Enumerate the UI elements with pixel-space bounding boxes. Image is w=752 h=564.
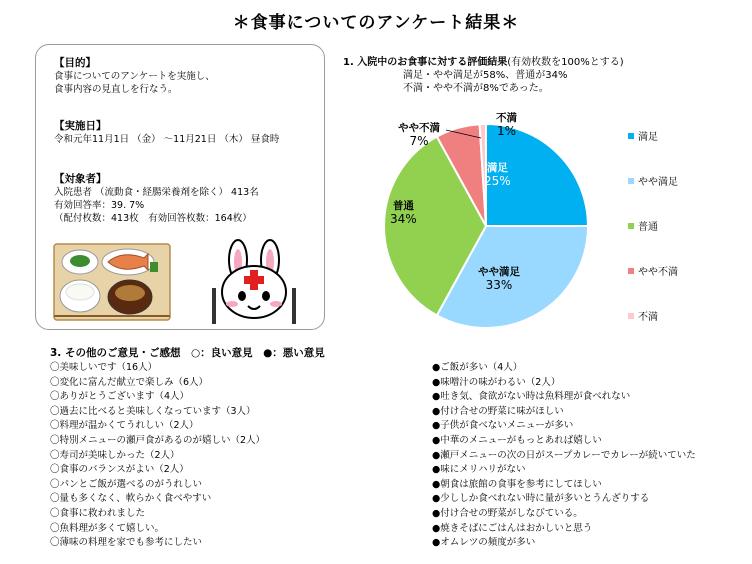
opinion-item: 〇食事のバランスがよい（2人） xyxy=(50,464,189,476)
meal-tray-illustration xyxy=(52,242,172,322)
legend-label: やや満足 xyxy=(638,177,678,188)
opinion-item: ●味噌汁の味がわるい（2人） xyxy=(432,376,561,388)
legend-swatch xyxy=(628,133,634,139)
slice-category: 普通 xyxy=(392,200,414,212)
good-opinions-list xyxy=(50,361,265,551)
legend-item xyxy=(628,308,658,323)
opinion-item: ●瀬戸メニューの次の日がスープカレーでカレーが続いていた xyxy=(432,449,696,461)
opinion-item: ●付け合せの野菜に味がほしい xyxy=(432,405,564,417)
legend-swatch xyxy=(628,178,634,184)
survey-info-box xyxy=(35,44,325,330)
evaluation-pie-chart xyxy=(366,126,606,336)
slice-category: やや不満 xyxy=(398,122,440,134)
opinion-item: 〇魚料理が多くて嬉しい。 xyxy=(50,522,165,534)
opinion-item: 〇美味しいです（16人） xyxy=(50,362,158,373)
nurse-bunny-mascot xyxy=(208,238,300,328)
opinion-item: ●少ししか食べれない時に量が多いとうんざりする xyxy=(432,493,650,505)
legend-label: 普通 xyxy=(638,222,658,233)
slice-category: やや満足 xyxy=(478,266,520,278)
slice-category: 満足 xyxy=(486,162,508,174)
slice-percent: 25% xyxy=(484,174,511,188)
opinion-item: 〇料理が温かくてうれしい（2人） xyxy=(50,420,199,432)
opinion-item: 〇パンとご飯が選べるのがうれしい xyxy=(50,478,203,490)
opinion-item: 〇過去に比べると美味しくなっています（3人） xyxy=(50,405,256,417)
legend-swatch xyxy=(628,268,634,274)
opinion-item: ●味にメリハリがない xyxy=(432,464,526,476)
opinion-item: ●子供が食べないメニューが多い xyxy=(432,420,574,432)
target-line: （配付枚数：413枚 有効回答枚数：164枚） xyxy=(54,213,252,224)
slice-category: 不満 xyxy=(496,112,517,124)
opinion-item: ●中華のメニューがもっとあれば嬉しい xyxy=(432,434,602,446)
date-text: 令和元年11月1日 （金） ～11月21日 （木） 昼食時 xyxy=(54,134,280,145)
legend-label: 不満 xyxy=(638,312,658,323)
pie-slice-label xyxy=(496,112,517,138)
opinion-item: 〇量も多くなく、軟らかく食べやすい xyxy=(50,493,212,505)
pie-slice-label xyxy=(484,162,511,188)
slice-percent: 1% xyxy=(496,124,517,138)
opinion-item: ●朝食は旅館の食事を参考にしてほしい xyxy=(432,478,602,490)
chart-title-note: (有効枚数を100%とする) xyxy=(507,57,624,68)
legend-item xyxy=(628,218,658,233)
legend-item xyxy=(628,173,678,188)
opinion-item: ●付け合せの野菜がしなびている。 xyxy=(432,507,583,519)
opinion-item: 〇薄味の料理を家でも参考にしたい xyxy=(50,537,203,549)
purpose-section xyxy=(54,57,215,96)
opinion-item: ●オムレツの頻度が多い xyxy=(432,537,536,549)
pie-slice-label xyxy=(478,266,520,292)
opinion-item: ●吐き気、食欲がない時は魚料理が食べれない xyxy=(432,391,631,403)
target-line: 入院患者 （流動食・経腸栄養剤を除く） 413名 xyxy=(54,187,259,198)
target-section xyxy=(54,173,259,225)
legend-item xyxy=(628,128,658,143)
chart-summary-line: 満足・やや満足が58%、普通が34% xyxy=(403,70,568,81)
chart-summary-line: 不満・やや不満が8%であった。 xyxy=(403,83,549,94)
legend-swatch xyxy=(628,223,634,229)
pie-slice-label xyxy=(398,122,440,148)
legend-swatch xyxy=(628,313,634,319)
slice-percent: 33% xyxy=(485,278,513,292)
bad-opinions-list xyxy=(432,361,696,551)
chart-title: 1. 入院中のお食事に対する評価結果 xyxy=(343,57,508,68)
date-heading: 【実施日】 xyxy=(54,120,107,132)
legend-label: やや不満 xyxy=(638,267,678,278)
opinions-heading: 3. その他のご意見・ご感想 ○：良い意見 ●：悪い意見 xyxy=(50,347,325,359)
chart-header xyxy=(343,56,624,95)
page-title: ＊食事についてのアンケート結果＊ xyxy=(232,13,520,33)
purpose-line: 食事内容の見直しを行なう。 xyxy=(54,84,178,95)
opinion-item: 〇特別メニューの瀬戸食があるのが嬉しい（2人） xyxy=(50,434,266,446)
opinion-item: 〇寿司が美味しかった（2人） xyxy=(50,449,180,461)
opinion-item: ●焼きそばにごはんはおかしいと思う xyxy=(432,522,593,534)
target-line: 有効回答率：39. 7% xyxy=(54,200,145,211)
legend-item xyxy=(628,263,678,278)
target-heading: 【対象者】 xyxy=(54,173,107,185)
opinion-item: 〇食事に救われました xyxy=(50,507,146,519)
pie-slice-label xyxy=(390,200,417,226)
date-section xyxy=(54,120,279,146)
legend-label: 満足 xyxy=(638,132,658,143)
opinion-item: 〇変化に富んだ献立で楽しみ（6人） xyxy=(50,376,209,388)
opinion-item: 〇ありがとうございます（4人） xyxy=(50,391,190,403)
opinion-item: ●ご飯が多い（4人） xyxy=(432,362,523,373)
slice-percent: 34% xyxy=(390,212,417,226)
purpose-heading: 【目的】 xyxy=(54,57,96,69)
purpose-line: 食事についてのアンケートを実施し、 xyxy=(54,71,215,82)
slice-percent: 7% xyxy=(409,134,429,148)
